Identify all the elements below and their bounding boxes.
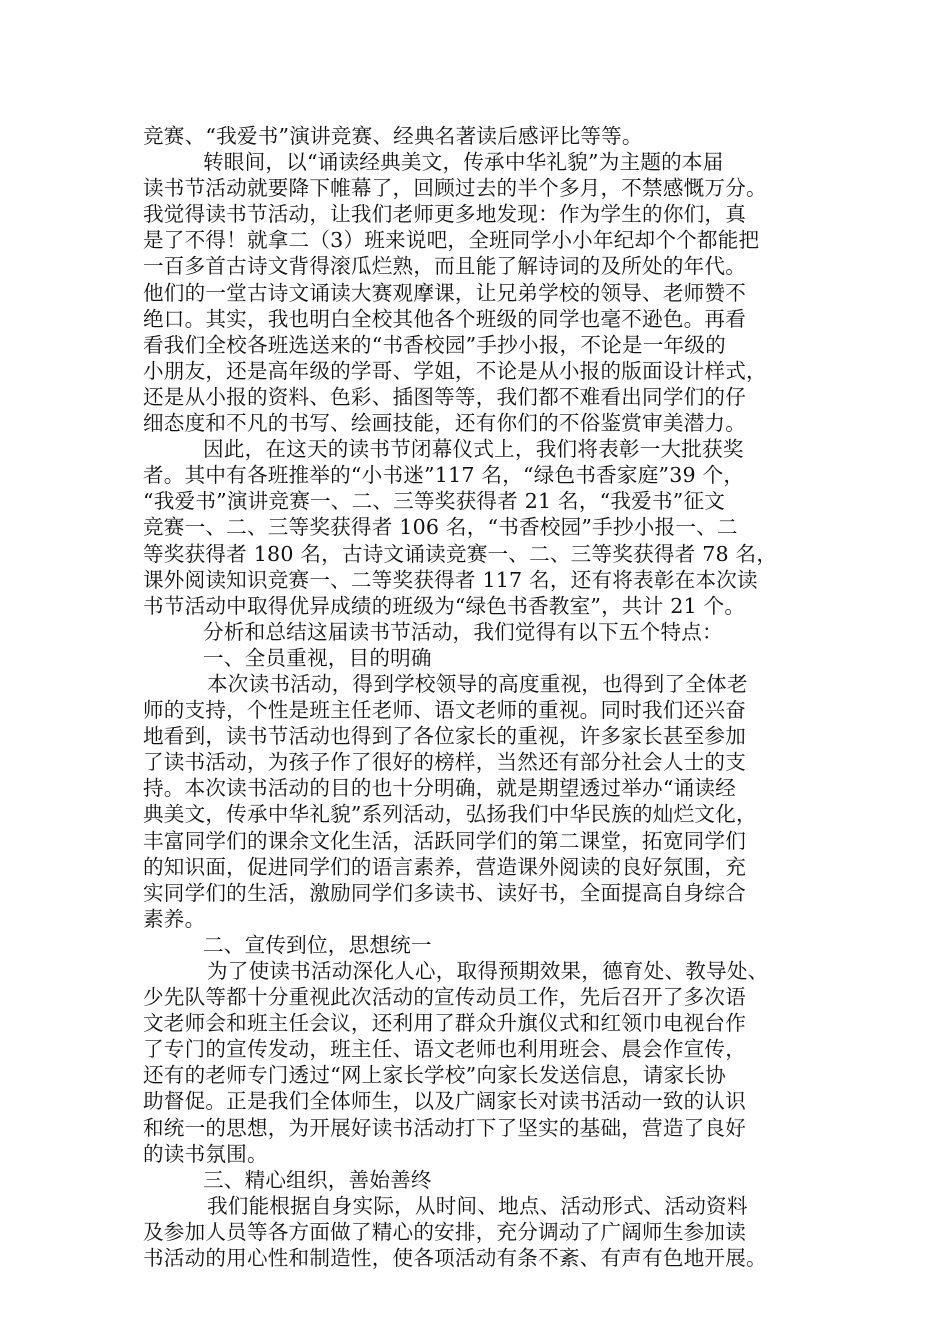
text-line: 了专门的宣传发动，班主任、语文老师也利用班会、晨会作宣传，: [143, 1037, 747, 1062]
text-line: 竞赛一、二、三等奖获得者 106 名，“书香校园”手抄小报一、二: [143, 515, 738, 540]
text-line: 师的支持，个性是班主任老师、语文老师的重视。同时我们还兴奋: [143, 698, 747, 723]
text-line: 他们的一堂古诗文诵读大赛观摩课，让兄弟学校的领导、老师赞不: [143, 280, 747, 305]
text-line: 持。本次读书活动的目的也十分明确，就是期望透过举办“诵读经: [143, 776, 736, 801]
text-line: 了读书活动，为孩子作了很好的榜样，当然还有部分社会人士的支: [143, 750, 747, 775]
text-line: 的知识面，促进同学们的语言素养，营造课外阅读的良好氛围，充: [143, 854, 747, 879]
text-line: 课外阅读知识竞赛一、二等奖获得者 117 名，还有将表彰在本次读: [143, 567, 758, 592]
text-line: 等奖获得者 180 名，古诗文诵读竞赛一、二、三等奖获得者 78 名，: [143, 541, 778, 566]
text-line: 丰富同学们的课余文化生活，活跃同学们的第二课堂，拓宽同学们: [143, 828, 747, 853]
text-line: 竞赛、“我爱书”演讲竞赛、经典名著读后感评比等等。: [143, 124, 643, 148]
text-line: 为了使读书活动深化人心，取得预期效果，德育处、教导处、: [207, 959, 769, 983]
text-line: 我们能根据自身实际，从时间、地点、活动形式、活动资料: [207, 1193, 748, 1218]
text-line: 和统一的思想，为开展好读书活动打下了坚实的基础，营造了良好: [143, 1115, 747, 1140]
text-line: 小朋友，还是高年级的学哥、学姐，不论是从小报的版面设计样式，: [143, 358, 767, 383]
text-line: 书节活动中取得优异成绩的班级为“绿色书香教室”，共计 21 个。: [143, 593, 746, 618]
text-line: 及参加人员等各方面做了精心的安排，充分调动了广阔师生参加读: [143, 1219, 747, 1244]
text-line: 典美文，传承中华礼貌”系列活动，弘扬我们中华民族的灿烂文化，: [143, 802, 757, 827]
text-line: 文老师会和班主任会议，还利用了群众升旗仪式和红领巾电视台作: [143, 1011, 747, 1036]
text-line: 绝口。其实，我也明白全校其他各个班级的同学也毫不逊色。再看: [143, 306, 747, 331]
text-line: 细态度和不凡的书写、绘画技能，还有你们的不俗鉴赏审美潜力。: [143, 411, 747, 436]
text-line: 者。其中有各班推举的“小书迷”117 名，“绿色书香家庭”39 个，: [143, 463, 745, 488]
text-line: 我觉得读书节活动，让我们老师更多地发现：作为学生的你们，真: [143, 202, 747, 227]
text-line: 一、全员重视，目的明确: [203, 645, 432, 670]
text-line: 因此，在这天的读书节闭幕仪式上，我们将表彰一大批获奖: [203, 437, 744, 462]
text-line: 本次读书活动，得到学校领导的高度重视，也得到了全体老: [207, 671, 748, 696]
text-line: 实同学们的生活，激励同学们多读书、读好书，全面提高自身综合: [143, 880, 747, 905]
text-line: 还是从小报的资料、色彩、插图等等，我们都不难看出同学们的仔: [143, 384, 747, 409]
text-line: 三、精心组织，善始善终: [203, 1167, 432, 1192]
text-line: 还有的老师专门透过“网上家长学校”向家长发送信息，请家长协: [143, 1063, 726, 1088]
text-line: 的读书氛围。: [143, 1141, 268, 1166]
text-line: 书活动的用心性和制造性，使各项活动有条不紊、有声有色地开展。: [143, 1246, 767, 1271]
text-line: 是了不得！就拿二（3）班来说吧，全班同学小小年纪却个个都能把: [143, 228, 760, 253]
document-page: [143, 123, 818, 1271]
text-line: 素养。: [143, 906, 206, 931]
text-line: 助督促。正是我们全体师生，以及广阔家长对读书活动一致的认识: [143, 1089, 747, 1114]
text-line: 分析和总结这届读书节活动，我们觉得有以下五个特点：: [203, 619, 723, 644]
text-line: 转眼间，以“诵读经典美文，传承中华礼貌”为主题的本届: [203, 150, 724, 175]
text-line: 地看到，读书节活动也得到了各位家长的重视，许多家长甚至参加: [143, 724, 747, 749]
text-line: 读书节活动就要降下帷幕了，回顾过去的半个多月，不禁感慨万分。: [143, 176, 767, 201]
text-line: 一百多首古诗文背得滚瓜烂熟，而且能了解诗词的及所处的年代。: [143, 254, 747, 279]
text-line: 二、宣传到位，思想统一: [203, 932, 432, 957]
text-line: “我爱书”演讲竞赛一、二、三等奖获得者 21 名，“我爱书”征文: [143, 489, 726, 514]
text-line: 看我们全校各班选送来的“书香校园”手抄小报，不论是一年级的: [143, 332, 726, 357]
text-line: 少先队等都十分重视此次活动的宣传动员工作，先后召开了多次语: [143, 985, 747, 1010]
